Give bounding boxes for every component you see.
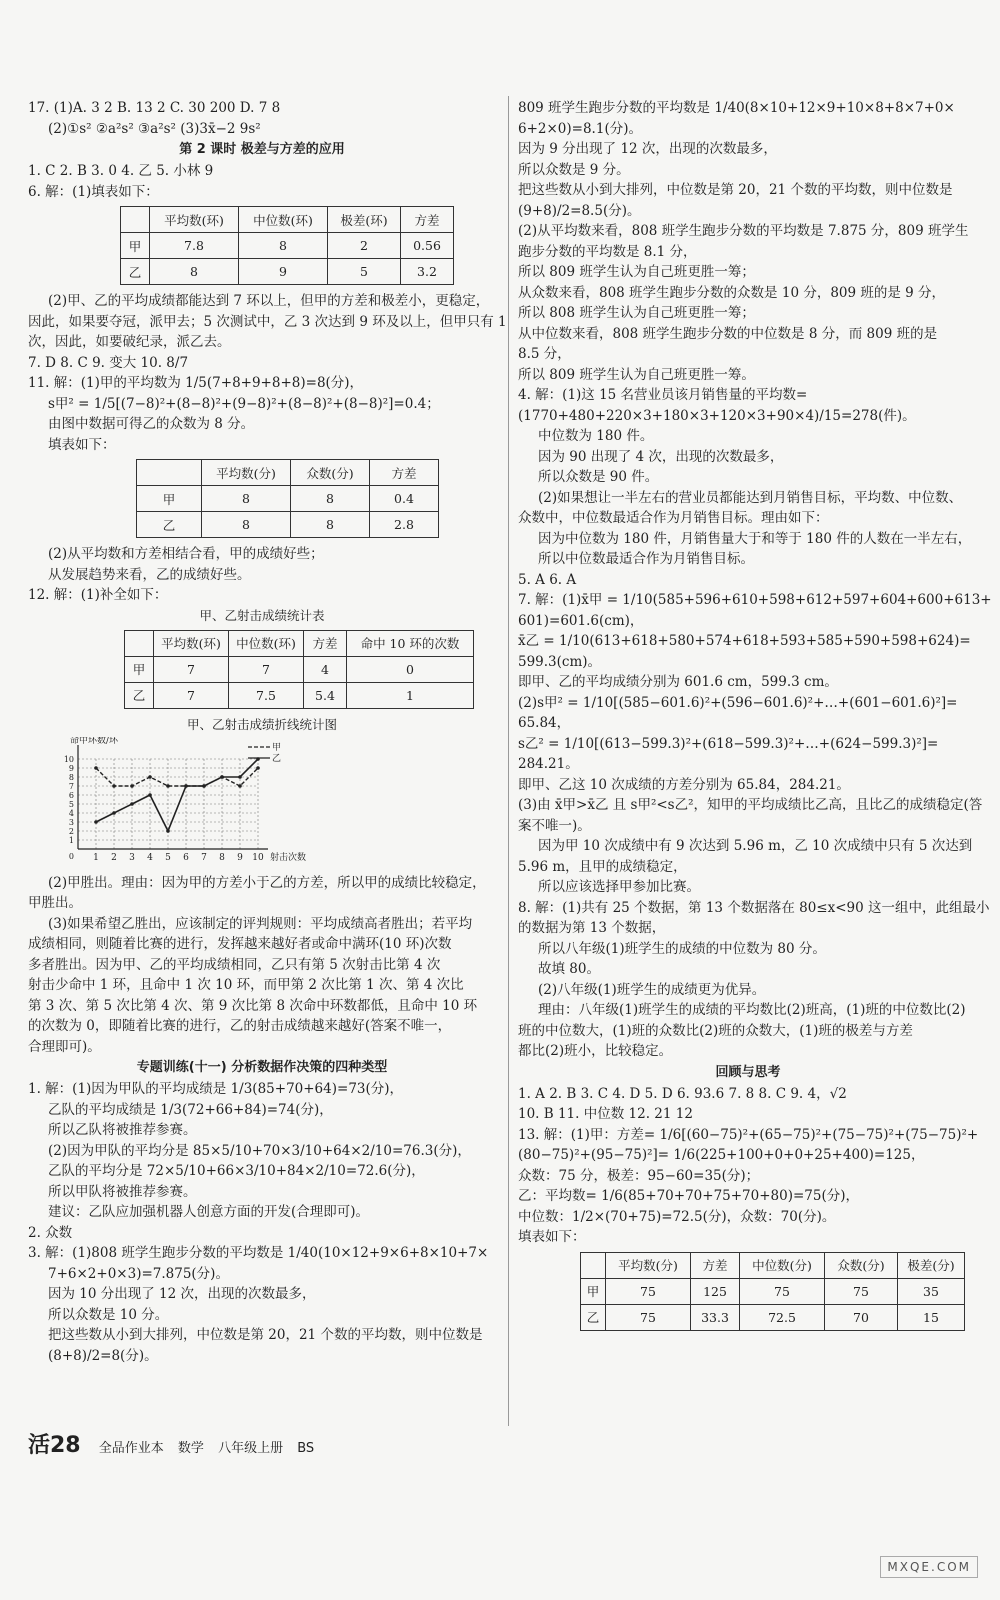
text-line: 理由：八年级(1)班学生的成绩的平均数比(2)班高，(1)班的中位数比(2) (538, 1002, 966, 1018)
table-cell: 中位数(环) (239, 207, 328, 233)
table-cell: 0.56 (401, 233, 454, 259)
text-line: 所以乙队将被推荐参赛。 (48, 1122, 197, 1138)
text-line: 建议：乙队应加强机器人创意方面的开发(合理即可)。 (48, 1204, 370, 1220)
text-line: 案不唯一)。 (518, 817, 591, 834)
data-point (238, 784, 242, 788)
text-line: 所以 808 班学生认为自己班更胜一筹； (518, 305, 755, 321)
table-row (137, 512, 439, 538)
column-divider (508, 96, 509, 1426)
table-cell: 甲 (125, 656, 154, 682)
table-cell: 8 (291, 486, 370, 512)
table-cell: 125 (691, 1278, 740, 1304)
table-cell: 5.4 (304, 682, 347, 708)
q12-line: 12. 解：(1)补全如下： (28, 587, 168, 603)
table-cell: 方差 (401, 207, 454, 233)
text-line: 601)=601.6(cm)， (518, 612, 644, 629)
table-shooting-stats-2 (124, 630, 474, 709)
table-cell: 9 (239, 259, 328, 285)
table-cell: 7 (154, 656, 229, 682)
table-score-stats (136, 459, 439, 538)
text-line: 射击少命中 1 环，且命中 1 次 10 环，而甲第 2 次比第 1 次、第 4 次比 (28, 977, 464, 993)
text-line: 第 3 次、第 5 次比第 4 次、第 9 次比第 8 次命中环数都低，且命中 10 环 (28, 997, 478, 1014)
text-line: 4. 解：(1)这 15 名营业员该月销售量的平均数= (518, 387, 808, 403)
text-line: 因为 90 出现了 4 次，出现的次数最多， (538, 448, 784, 465)
x-axis-label: 射击次数 (270, 852, 307, 863)
text-line: (9+8)/2=8.5(分)。 (518, 202, 641, 219)
y-tick-label: 5 (68, 799, 74, 809)
table-cell: 7 (154, 682, 229, 708)
text-line: (2)甲胜出。理由：因为甲的方差小于乙的方差，所以甲的成绩比较稳定， (48, 874, 486, 891)
section-heading-training-11: 专题训练(十一) 分析数据作决策的四种类型 (136, 1060, 388, 1075)
text-line: 填表如下： (48, 436, 116, 453)
line-chart-container (56, 737, 496, 871)
table-cell: 乙 (137, 512, 202, 538)
text-line: 的次数为 0，即随着比赛的进行，乙的射击成绩越来越好(答案不唯一， (28, 1018, 452, 1034)
table-review-stats (580, 1252, 965, 1331)
data-point (148, 775, 152, 779)
table-cell: 8 (202, 512, 291, 538)
text-line: 乙：平均数= 1/6(85+70+70+75+70+80)=75(分)， (518, 1188, 860, 1204)
text-line: 从众数来看，808 班学生跑步分数的众数是 10 分，809 班的是 9 分， (518, 284, 946, 301)
data-point (256, 766, 260, 770)
text-line: 所以 809 班学生认为自己班更胜一筹； (518, 264, 755, 280)
table-cell: 70 (825, 1304, 898, 1330)
text-line: (3)如果希望乙胜出，应该制定的评判规则：平均成绩高者胜出；若平均 (48, 915, 473, 932)
y-tick-label: 8 (68, 772, 74, 782)
x-tick-label: 7 (201, 852, 207, 863)
table-row (581, 1278, 965, 1304)
table-cell: 极差(环) (328, 207, 401, 233)
table-header-row (125, 630, 474, 656)
table-row (125, 682, 474, 708)
x-tick-label: 4 (147, 852, 153, 863)
text-line: 故填 80。 (538, 961, 600, 977)
data-point (130, 784, 134, 788)
table-header-row (121, 207, 454, 233)
table-cell: 中位数(环) (229, 630, 304, 656)
section-heading-review: 回顾与思考 (715, 1064, 781, 1080)
table-cell: 7.8 (150, 233, 239, 259)
text-line: 所以众数是 90 件。 (538, 469, 659, 485)
text-line: 10. B 11. 中位数 12. 21 12 (518, 1106, 693, 1122)
table-cell: 命中 10 环的次数 (347, 630, 474, 656)
subject-label: 数学 (177, 1441, 204, 1456)
table-shooting-stats-1 (120, 206, 454, 285)
data-point (220, 775, 224, 779)
text-line: (2)因为甲队的平均分是 85×5/10+70×3/10+64×2/10=76.3(分)， (48, 1142, 471, 1159)
table-cell: 2 (328, 233, 401, 259)
text-line: 甲胜出。 (28, 895, 82, 911)
text-line: 8.5 分， (518, 346, 571, 362)
text-line: 5. A 6. A (518, 571, 577, 588)
text-line: 次，因此，如要破纪录，派乙去。 (28, 334, 231, 350)
y-tick-label: 1 (68, 835, 74, 845)
x-tick-label: 1 (93, 852, 99, 863)
data-point (130, 802, 134, 806)
table-row (121, 259, 454, 285)
data-point (112, 784, 116, 788)
data-point (112, 811, 116, 815)
data-point (184, 784, 188, 788)
text-line: 把这些数从小到大排列，中位数是第 20，21 个数的平均数，则中位数是 (518, 182, 953, 198)
table-cell: 1 (347, 682, 474, 708)
origin-label: 0 (68, 851, 74, 861)
text-line: (8+8)/2=8(分)。 (48, 1347, 158, 1364)
table-cell: 8 (202, 486, 291, 512)
edition-label: BS (297, 1441, 315, 1456)
right-column (518, 98, 992, 1337)
text-line: 284.21。 (518, 756, 579, 772)
y-tick-label: 7 (68, 781, 74, 791)
text-line: 班的中位数大，(1)班的众数比(2)班的众数大，(1)班的极差与方差 (518, 1022, 913, 1039)
legend-label: 乙 (272, 753, 282, 764)
text-line: 65.84， (518, 715, 571, 731)
table-cell (581, 1252, 606, 1278)
table-cell: 75 (825, 1278, 898, 1304)
table-cell: 8 (150, 259, 239, 285)
table-cell: 甲 (121, 233, 150, 259)
text-line: 即甲、乙这 10 次成绩的方差分别为 65.84，284.21。 (518, 776, 850, 793)
text-line: 8. 解：(1)共有 25 个数据，第 13 个数据落在 80≤x<90 这一组中，此组最小 (518, 899, 990, 916)
series-line-yi (96, 759, 258, 831)
page-number: 活28 (28, 1433, 81, 1458)
chart-caption: 甲、乙射击成绩折线统计图 (186, 716, 337, 732)
text-line: 所以 809 班学生认为自己班更胜一筹。 (518, 366, 755, 383)
legend-label: 甲 (272, 742, 282, 753)
table-row (137, 486, 439, 512)
table-header-row (137, 460, 439, 486)
data-point (148, 793, 152, 797)
table-cell: 方差 (304, 630, 347, 656)
text-line: 2. 众数 (28, 1224, 73, 1241)
text-line: 众数：75 分，极差：95−60=35(分)； (518, 1167, 760, 1184)
page-footer (28, 1428, 324, 1459)
table-cell: 15 (898, 1304, 965, 1330)
table-cell: 平均数(分) (202, 460, 291, 486)
data-point (94, 820, 98, 824)
q17-line2: (2)①s² ②a²s² ③a²s² (3)3x̄−2 9s² (48, 120, 261, 137)
data-point (238, 775, 242, 779)
text-line: 的数据为第 13 个数据， (518, 920, 666, 936)
text-line: 599.3(cm)。 (518, 653, 602, 670)
table-cell: 7.5 (229, 682, 304, 708)
text-line: 中位数：1/2×(70+75)=72.5(分)，众数：70(分)。 (518, 1208, 836, 1225)
text-line: 把这些数从小到大排列，中位数是第 20，21 个数的平均数，则中位数是 (48, 1327, 483, 1343)
text-line: (2)从平均数和方差相结合看，甲的成绩好些； (48, 546, 324, 562)
table-cell (137, 460, 202, 486)
table-cell: 乙 (581, 1304, 606, 1330)
section-heading-lesson2: 第 2 课时 极差与方差的应用 (179, 142, 345, 157)
table-cell: 众数(分) (291, 460, 370, 486)
watermark: MXQE.COM (880, 1556, 978, 1578)
table-cell: 甲 (581, 1278, 606, 1304)
table-cell: 35 (898, 1278, 965, 1304)
y-axis-label: 命中环数/环 (70, 736, 119, 746)
table-cell: 75 (740, 1278, 825, 1304)
y-tick-label: 2 (68, 826, 74, 836)
text-line: 从中位数来看，808 班学生跑步分数的中位数是 8 分，而 809 班的是 (518, 325, 938, 342)
table-cell: 平均数(环) (150, 207, 239, 233)
text-line: (2)甲、乙的平均成绩都能达到 7 环以上，但甲的方差和极差小，更稳定， (48, 293, 490, 309)
q17-line1: 17. (1)A. 3 2 B. 13 2 C. 30 200 D. 7 8 (28, 100, 281, 116)
y-tick-label: 6 (68, 790, 74, 800)
text-line: 跑步分数的平均数是 8.1 分， (518, 243, 697, 260)
text-line: (2)从平均数来看，808 班学生跑步分数的平均数是 7.875 分，809 班学生 (518, 223, 969, 239)
table-row (121, 233, 454, 259)
table-cell: 72.5 (740, 1304, 825, 1330)
text-line: x̄乙 = 1/10(613+618+580+574+618+593+585+590+598+624)= (518, 633, 971, 649)
table-cell: 甲 (137, 486, 202, 512)
text-line: 中位数为 180 件。 (538, 428, 654, 444)
table-cell: 5 (328, 259, 401, 285)
x-tick-label: 9 (237, 852, 243, 863)
left-column (28, 98, 507, 1366)
text-line: (3)由 x̄甲>x̄乙 且 s甲²<s乙²，知甲的平均成绩比乙高，且比乙的成绩稳定(答 (518, 797, 983, 813)
table-cell: 75 (606, 1278, 691, 1304)
shooting-line-chart (56, 737, 316, 867)
y-tick-label: 4 (68, 808, 74, 818)
table-row (581, 1304, 965, 1330)
q6-intro: 6. 解：(1)填表如下： (28, 183, 159, 200)
answers-1-5: 1. C 2. B 3. 0 4. 乙 5. 小林 9 (28, 163, 214, 179)
text-line: 所以众数是 9 分。 (518, 161, 630, 178)
table-cell: 33.3 (691, 1304, 740, 1330)
x-tick-label: 3 (129, 852, 135, 863)
text-line: (2)如果想让一半左右的营业员都能达到月销售目标，平均数、中位数、 (538, 489, 963, 506)
text-line: 7+6×2+0×3)=7.875(分)。 (48, 1265, 229, 1282)
grade-label: 八年级上册 (218, 1441, 284, 1456)
table-cell: 极差(分) (898, 1252, 965, 1278)
x-tick-label: 10 (252, 852, 264, 863)
x-tick-label: 8 (219, 852, 225, 863)
text-line: 因此，如果要夺冠，派甲去；5 次测试中，乙 3 次达到 9 环及以上，但甲只有 1 (28, 313, 507, 330)
answers-7-10: 7. D 8. C 9. 变大 10. 8/7 (28, 354, 189, 371)
data-point (202, 784, 206, 788)
text-line: (2)八年级(1)班学生的成绩更为优异。 (538, 981, 766, 998)
text-line: 1. 解：(1)因为甲队的平均成绩是 1/3(85+70+64)=73(分)， (28, 1081, 404, 1097)
text-line: 因为中位数为 180 件，月销售量大于和等于 180 件的人数在一半左右， (538, 530, 972, 547)
text-line: 众数中，中位数最适合作为月销售目标。理由如下： (518, 510, 829, 526)
text-line: 因为甲 10 次成绩中有 9 次达到 5.96 m，乙 10 次成绩中只有 5 次达到 (538, 838, 973, 854)
y-tick-label: 9 (68, 763, 74, 773)
table-cell: 4 (304, 656, 347, 682)
text-line: 1. A 2. B 3. C 4. D 5. D 6. 93.6 7. 8 8. C 9. 4，√2 (518, 1085, 847, 1102)
table-cell: 7 (229, 656, 304, 682)
table-cell: 2.8 (370, 512, 439, 538)
x-tick-label: 5 (165, 852, 171, 863)
book-title: 全品作业本 (98, 1441, 164, 1456)
table-cell: 3.2 (401, 259, 454, 285)
text-line: 5.96 m，且甲的成绩稳定， (518, 858, 687, 875)
x-tick-label: 6 (183, 852, 189, 863)
text-line: (80−75)²+(95−75)²]= 1/6(225+100+0+0+25+400)=125， (518, 1147, 925, 1163)
table-cell: 75 (606, 1304, 691, 1330)
table-cell: 中位数(分) (740, 1252, 825, 1278)
x-tick-label: 2 (111, 852, 117, 863)
text-line: 合理即可)。 (28, 1038, 101, 1055)
text-line: s乙² = 1/10[(613−599.3)²+(618−599.3)²+…+(624−599.3)²]= (518, 735, 939, 752)
table-header-row (581, 1252, 965, 1278)
text-line: s甲² = 1/5[(7−8)²+(8−8)²+(9−8)²+(8−8)²+(8−8)²]=0.4； (48, 395, 440, 412)
text-line: 乙队的平均分是 72×5/10+66×3/10+84×2/10=72.6(分)， (48, 1163, 425, 1179)
table-row (125, 656, 474, 682)
text-line: 乙队的平均成绩是 1/3(72+66+84)=74(分)， (48, 1101, 333, 1118)
table-cell: 平均数(分) (606, 1252, 691, 1278)
text-line: 3. 解：(1)808 班学生跑步分数的平均数是 1/40(10×12+9×6+8×10+7× (28, 1245, 489, 1261)
table-cell: 8 (291, 512, 370, 538)
y-tick-label: 3 (68, 817, 74, 827)
text-line: 多者胜出。因为甲、乙的平均成绩相同，乙只有第 5 次射击比第 4 次 (28, 956, 441, 973)
table-cell: 0 (347, 656, 474, 682)
data-point (94, 766, 98, 770)
q11-line: 11. 解：(1)甲的平均数为 1/5(7+8+9+8+8)=8(分)， (28, 375, 364, 391)
text-line: (2)s甲² = 1/10[(585−601.6)²+(596−601.6)²+…+(601−601.6)²]= (518, 694, 958, 711)
table-cell: 平均数(环) (154, 630, 229, 656)
text-line: 所以中位数最适合作为月销售目标。 (538, 551, 754, 567)
text-line: 809 班学生跑步分数的平均数是 1/40(8×10+12×9+10×8+8×7+0× (518, 100, 955, 116)
table-cell (121, 207, 150, 233)
text-line: 即甲、乙的平均成绩分别为 601.6 cm，599.3 cm。 (518, 674, 838, 690)
text-line: 成绩相同，则随着比赛的进行，发挥越来越好者或命中满环(10 环)次数 (28, 936, 452, 952)
table-cell: 方差 (691, 1252, 740, 1278)
text-line: 由图中数据可得乙的众数为 8 分。 (48, 416, 255, 432)
table-cell: 8 (239, 233, 328, 259)
text-line: 从发展趋势来看，乙的成绩好些。 (48, 566, 251, 583)
text-line: 所以甲队将被推荐参赛。 (48, 1183, 197, 1200)
data-point (166, 784, 170, 788)
text-line: 所以应该选择甲参加比赛。 (538, 879, 700, 895)
table-cell: 乙 (121, 259, 150, 285)
text-line: 所以八年级(1)班学生的成绩的中位数为 80 分。 (538, 940, 826, 957)
table-cell: 方差 (370, 460, 439, 486)
text-line: 因为 10 分出现了 12 次，出现的次数最多， (48, 1286, 316, 1302)
text-line: (1770+480+220×3+180×3+120×3+90×4)/15=278(件)。 (518, 407, 916, 424)
text-line: 因为 9 分出现了 12 次，出现的次数最多， (518, 141, 777, 157)
table-cell: 乙 (125, 682, 154, 708)
table-caption: 甲、乙射击成绩统计表 (199, 607, 325, 623)
text-line: 都比(2)班小，比较稳定。 (518, 1043, 673, 1059)
table-cell: 0.4 (370, 486, 439, 512)
text-line: 13. 解：(1)甲：方差= 1/6[(60−75)²+(65−75)²+(75−75)²+(75−75)²+ (518, 1126, 979, 1143)
data-point (166, 829, 170, 833)
y-tick-label: 10 (63, 754, 74, 764)
text-line: 6+2×0)=8.1(分)。 (518, 120, 642, 137)
table-cell (125, 630, 154, 656)
text-line: 7. 解：(1)x̄甲 = 1/10(585+596+610+598+612+597+604+600+613+ (518, 592, 992, 608)
text-line: 所以众数是 10 分。 (48, 1306, 169, 1323)
text-line: 填表如下： (518, 1229, 586, 1245)
table-cell: 众数(分) (825, 1252, 898, 1278)
